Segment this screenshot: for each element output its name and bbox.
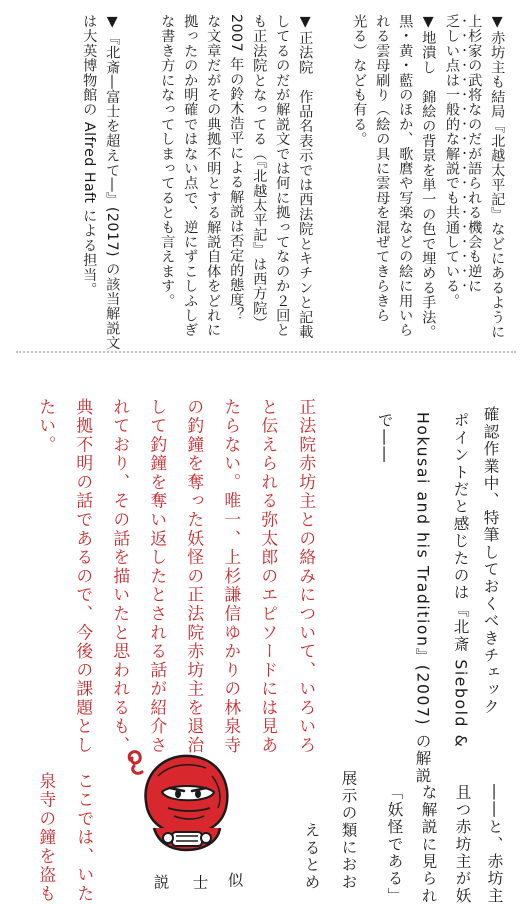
quote-line-2: と伝えられる弥太郎のエピソードには見あ (258, 398, 279, 756)
quote-line-7: 典拠不明の話であるので、今後の課題とし (73, 398, 94, 756)
fragment-2: 士 (190, 874, 209, 892)
quote-line-4: の釣鐘を奪った妖怪の正法院赤坊主を退治 (184, 398, 205, 756)
lower-line-2: 且つ赤坊主が妖 (453, 784, 472, 904)
red-hood-character-illustration (124, 746, 236, 854)
lower-line-1: ――と、赤坊主 (485, 784, 504, 904)
quote-line-1: 正法院赤坊主との絡みについて、いろいろ (296, 398, 317, 756)
lower-line-4: 「妖怪である」 (385, 784, 404, 904)
lower-line-3: な解説に見られ (419, 784, 438, 904)
quote-line-6: れており、その話を描いたと思われるも、 (110, 398, 131, 756)
quote-line-8: たい。 (36, 398, 57, 455)
note-line-5: 黒・黄・藍のほか、歌麿や写楽などの絵に用いら (397, 14, 414, 338)
note-line-10: も正法院となってる（『北越太平記』は西方院） (251, 14, 268, 331)
note-line-12: な文章だがその典拠不明とする解説自体をどれに (205, 14, 222, 338)
quote-line-5: して釣鐘を奪い返したとされる話が紹介さ (147, 398, 168, 756)
body-line-3: Hokusai and his Tradition』(2007) の解説 (413, 412, 432, 785)
note-line-4: ▼地潰し 錦絵の背景を単一の色で埋める手法。 (420, 14, 437, 340)
fragment-1: 似 (225, 872, 244, 890)
note-line-16: は大英博物館の Alfred Haft による担当。 (81, 14, 98, 297)
note-line-13: 拠ったのか明確ではない点で、逆にずこしふしぎ (182, 14, 199, 338)
note-line-14: な書き方になってしまってるとも言えます。 (159, 14, 176, 308)
body-line-1: 確認作業中、特筆しておくべきチェック (481, 406, 500, 716)
note-line-3: 乏しい点は一般的な解説でも共通している。 (444, 14, 460, 308)
note-line-2: 上杉家の武将なのだが語られる機会も逆に (466, 14, 483, 294)
note-line-6: れる雲母刷り（絵の具に雲母を混ぜてきらきら (374, 14, 391, 323)
note-line-8: ▼正法院 作品名表示では西法院とキチンと記載 (297, 14, 314, 340)
lower-line-6: えるとめ (302, 822, 321, 891)
lower-line-5: 展示の類におお (339, 770, 358, 891)
lower-red-line-1: ここでは、いた (74, 772, 95, 904)
note-line-15: ▼『北斎―富士を超えて―』(2017) の該当解説文 (104, 14, 121, 351)
note-line-9: してるのだが解説文では何に拠ってなのか２回と (274, 14, 291, 338)
body-line-4: で―― (375, 412, 394, 464)
lower-red-line-2: 泉寺の鐘を盗も (36, 772, 57, 904)
dotted-divider (16, 351, 516, 353)
quote-line-3: たらない。唯一、上杉謙信ゆかりの林泉寺 (221, 398, 242, 756)
note-line-11: 2007 年の鈴木浩平による解説は否定的態度？ (228, 14, 245, 322)
note-line-1: ▼赤坊主も結局『北越太平記』などにあるように (489, 14, 506, 340)
body-line-2: ポイントだと感じたのは『北斎 Siebold & (451, 412, 470, 749)
fragment-3: 説 (151, 874, 170, 892)
note-line-7: 光る）なども有る。 (351, 14, 368, 147)
